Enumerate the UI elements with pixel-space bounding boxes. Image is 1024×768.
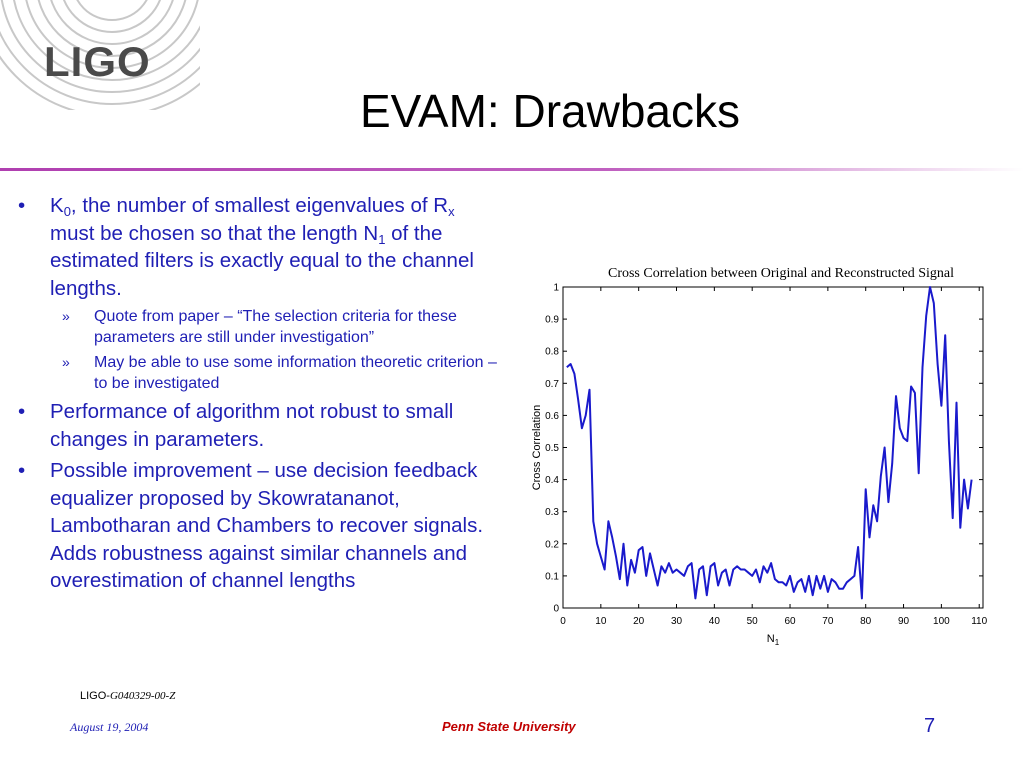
x-tick-label: 10 (595, 616, 607, 627)
x-tick-label: 20 (633, 616, 645, 627)
x-tick-label: 40 (708, 616, 720, 627)
bullet-marker: • (18, 194, 26, 217)
bullet-marker: • (18, 459, 26, 482)
x-tick-label: 90 (897, 616, 910, 627)
y-tick-label: 0.5 (545, 443, 559, 454)
slide-title: EVAM: Drawbacks (359, 85, 741, 137)
x-tick-label: 0 (560, 616, 566, 627)
bullet-marker: • (18, 400, 26, 423)
subbullet-marker: » (62, 308, 70, 324)
footer-university: Penn State University (442, 719, 576, 734)
y-tick-label: 0.2 (545, 539, 559, 551)
y-tick-label: 0 (553, 603, 559, 615)
y-tick-label: 0.3 (545, 507, 559, 519)
x-tick-label: 30 (670, 616, 683, 627)
y-tick-label: 0.7 (545, 378, 559, 390)
bullet-k0-k-sub: 0 (63, 204, 71, 219)
subbullet-marker: » (62, 354, 70, 370)
cross-correlation-chart (520, 255, 1000, 655)
x-tick-label: 80 (860, 616, 872, 627)
title-divider (0, 168, 1024, 171)
x-tick-label: 60 (784, 616, 796, 627)
bullet-k0-text-3: of the estimated filters is exactly equal to the channel lengths. (50, 221, 474, 300)
bullet-k0-n-sub: 1 (378, 231, 386, 247)
chart-title: Cross Correlation between Original and Reconstructed Signal (607, 266, 955, 281)
bullet-k0-k: K (50, 194, 64, 217)
page-number: 7 (924, 715, 936, 737)
x-axis-label: $N_1$ (766, 633, 780, 647)
bullet-k0 (18, 192, 498, 302)
document-id-code: G040329-00-Z (109, 690, 176, 702)
y-axis-label: Cross Correlation (531, 404, 543, 491)
document-id-prefix: LIGO- (80, 690, 110, 702)
bullet-improvement (18, 457, 498, 595)
x-tick-label: 50 (746, 616, 758, 627)
y-tick-label: 0.8 (545, 346, 559, 358)
y-tick-label: 0.1 (545, 571, 559, 583)
x-axis-label-sub: 1 (774, 638, 780, 647)
y-tick-label: 0.4 (545, 475, 559, 487)
x-tick-label: 110 (971, 616, 988, 627)
x-tick-label: 100 (933, 616, 950, 627)
subbullet-criterion-text: May be able to use some information theoretic criterion – to be investigated (94, 354, 497, 392)
subbullet-quote-text: Quote from paper – “The selection criteria for these parameters are still under investigation” (94, 308, 457, 346)
bullet-list (18, 192, 498, 599)
bullet-performance (18, 398, 498, 453)
subbullet-quote (18, 306, 498, 348)
subbullet-criterion (18, 352, 498, 394)
y-tick-label: 0.9 (545, 314, 559, 326)
bullet-k0-text-2: must be chosen so that the length N (50, 221, 379, 245)
x-tick-label: 70 (822, 616, 834, 627)
footer-date: August 19, 2004 (70, 720, 149, 734)
ligo-logo: LIGO (44, 38, 151, 85)
bullet-k0-r-sub: x (448, 204, 455, 219)
document-id (80, 690, 175, 702)
series-line (567, 287, 972, 598)
bullet-improvement-text: Possible improvement – use decision feedback equalizer proposed by Skowratananot, Lambotharan and Chambers to recover signals. Adds robustness against similar channels and overestimation of channel lengths (50, 459, 484, 592)
y-tick-label: 0.6 (545, 410, 559, 422)
y-tick-label: 1 (553, 282, 559, 294)
bullet-performance-text: Performance of algorithm not robust to small changes in parameters. (50, 400, 454, 451)
bullet-k0-text-1: , the number of smallest eigenvalues of R (70, 194, 449, 217)
